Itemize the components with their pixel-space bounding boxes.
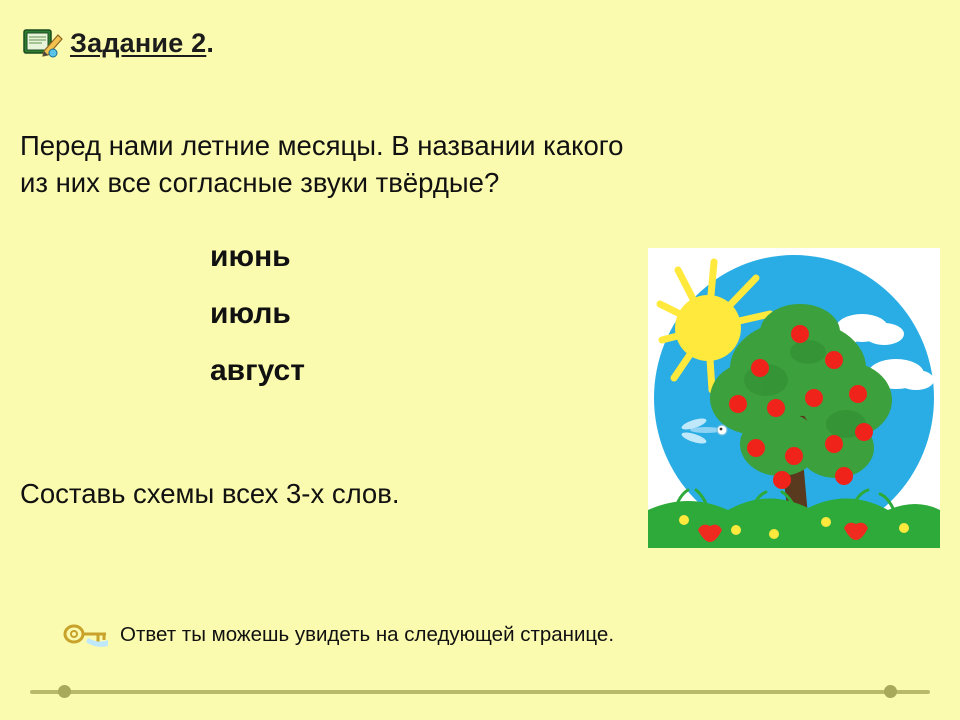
word-list	[210, 240, 305, 411]
task-title-suffix: .	[206, 27, 215, 58]
task-title-underlined: Задание 2	[70, 27, 207, 58]
list-item[interactable]: июль	[210, 297, 291, 330]
summer-tree-with-apples-illustration	[648, 248, 940, 548]
list-item[interactable]: август	[210, 354, 305, 387]
footer-note	[62, 622, 614, 648]
question-line-1: Перед нами летние месяцы. В названии какого	[20, 130, 624, 161]
question-line-2: из них все согласные звуки твёрдые?	[20, 166, 500, 198]
notebook-pencil-icon	[22, 26, 64, 60]
footer-note-text: Ответ ты можешь увидеть на следующей странице.	[120, 623, 615, 646]
question-text	[20, 128, 935, 201]
task-header	[22, 26, 214, 60]
instruction-text: Составь схемы всех 3-х слов.	[20, 478, 400, 509]
rule-dot-left	[58, 685, 71, 698]
rule-dot-right	[884, 685, 897, 698]
key-icon	[62, 622, 110, 648]
divider	[30, 690, 930, 694]
page-title	[70, 28, 214, 59]
list-item[interactable]: июнь	[210, 240, 291, 273]
